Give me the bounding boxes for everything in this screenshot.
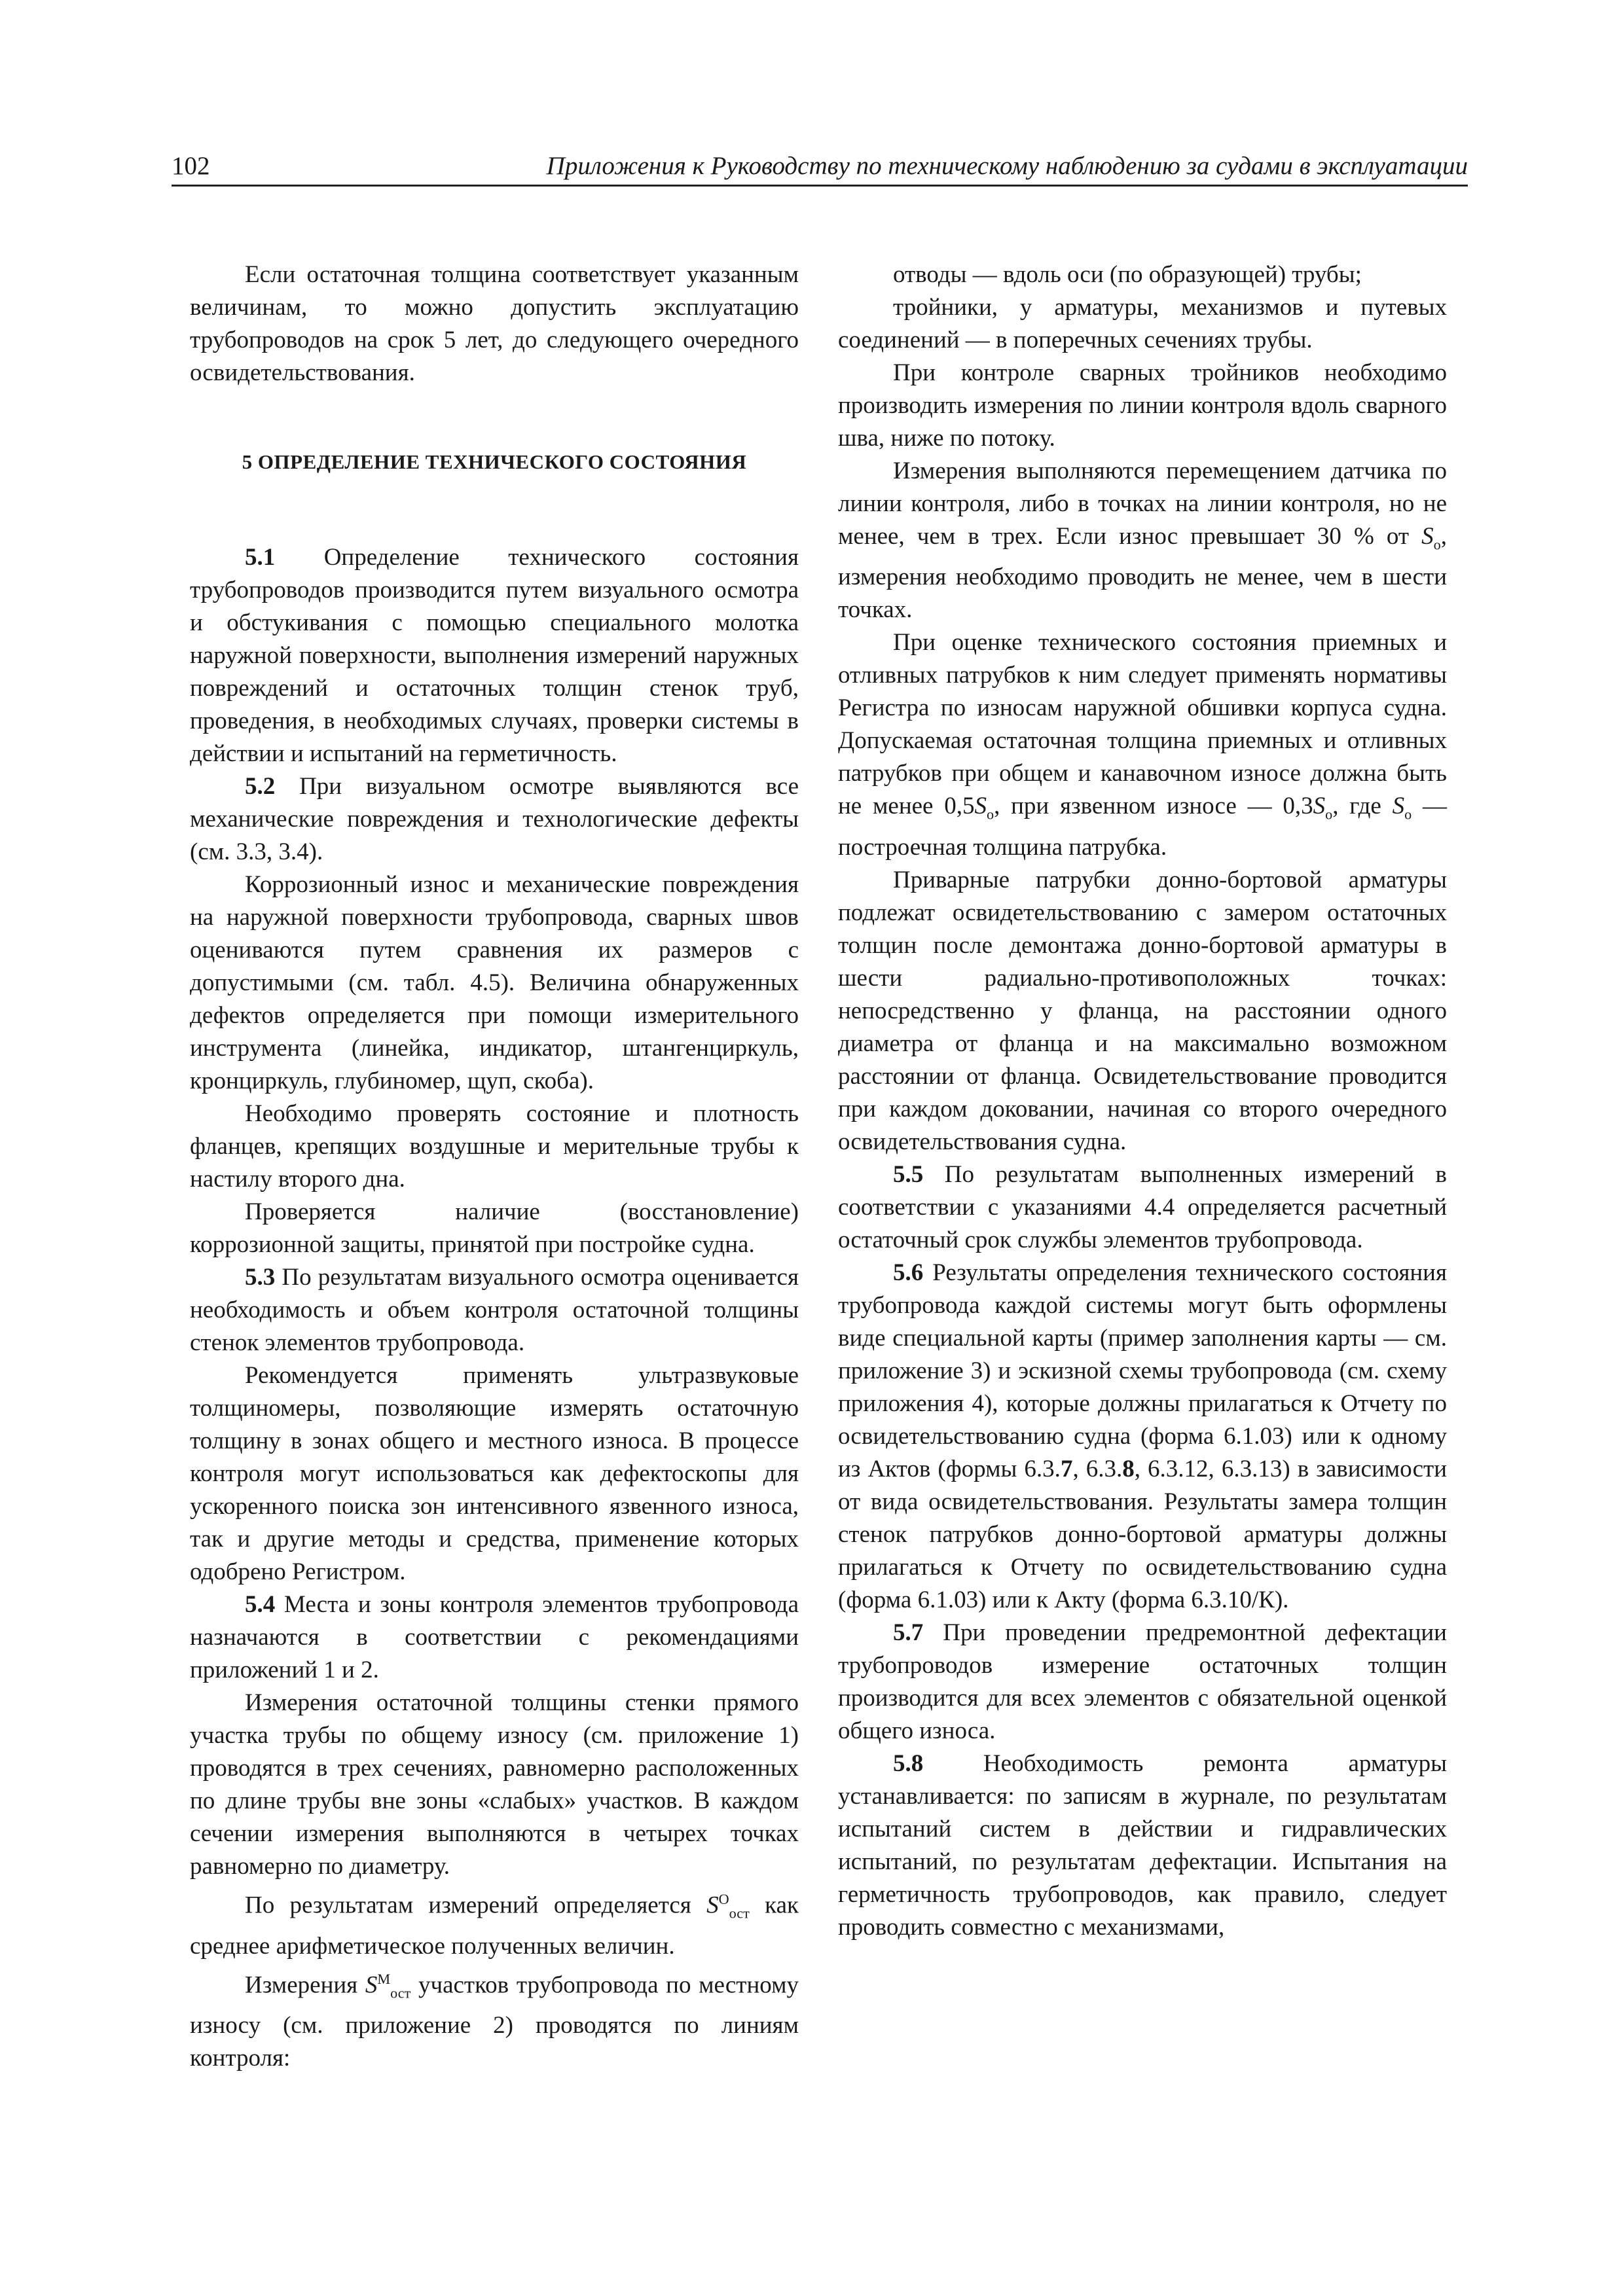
paragraph-sensor: Измерения выполняются перемещением датчика по линии контроля, либо в точках на линии контроля, но не менее, чем в трех. Если износ превышает 30 % от $S_o$, измерения необходимо проводить не менее, чем в шести точках.	[838, 457, 1447, 624]
paragraph-5-2: 5.2 При визуальном осмотре выявляются все механические повреждения и технологические дефекты (см. 3.3, 3.4).	[190, 773, 799, 865]
paragraph-5-6: 5.6 Результаты определения технического состояния трубопровода каждой системы могут быть оформлены виде специальной карты (пример заполнения карты — см. приложение 3) и эскизной схемы трубопровода (см. схему приложения 4), которые должны прилагаться к Отчету по освидетельствованию судна (форма 6.1.03) или к одному из Актов (формы 6.3.7, 6.3.8, 6.3.12, 6.3.13) в зависимости от вида освидетельствования. Результаты замера толщин стенок патрубков донно-бортовой арматуры должны прилагаться к Отчету по освидетельствованию судна (форма 6.1.03) или к Акту (форма 6.3.10/К).	[838, 1259, 1447, 1613]
page-number: 102	[172, 152, 210, 180]
paragraph-local-wear: Измерения $S^M_{ост}$ участков трубопровода по местному износу (см. приложение 2) проводятся по линиям контроля:	[190, 1970, 799, 2072]
running-title: Приложения к Руководству по техническому наблюдению за судами в эксплуатации	[546, 152, 1468, 180]
paragraph-5-3: 5.3 По результатам визуального осмотра оценивается необходимость и объем контроля остаточной толщины стенок элементов трубопровода.	[190, 1264, 799, 1356]
paragraph-5-5: 5.5 По результатам выполненных измерений в соответствии с указаниями 4.4 определяется расчетный остаточный срок службы элементов трубопровода.	[838, 1160, 1447, 1253]
paragraph-5-8: 5.8 Необходимость ремонта арматуры устанавливается: по записям в журнале, по результатам испытаний систем в действии и гидравлических испытаний, по результатам дефектации. Испытания на герметичность трубопроводов, как правило, следует проводить совместно с механизмами,	[838, 1749, 1447, 1941]
left-column	[190, 259, 799, 2075]
paragraph-tees: тройники, у арматуры, механизмов и путевых соединений — в поперечных сечениях трубы.	[838, 294, 1447, 353]
section-heading: 5 ОПРЕДЕЛЕНИЕ ТЕХНИЧЕСКОГО СОСТОЯНИЯ	[242, 450, 747, 473]
paragraph-bends: отводы — вдоль оси (по образующей) трубы;	[893, 261, 1362, 288]
paragraph-nozzles: При оценке технического состояния приемных и отливных патрубков к ним следует применять нормативы Регистра по износам наружной обшивки корпуса судна. Допускаемая остаточная толщина приемных и отливных патрубков при общем и канавочном износе должна быть не менее $0,5S_o$, при язвенном износе — $0,3S_o$, где $S_o$ — построечная толщина патрубка.	[838, 629, 1447, 861]
paragraph-average: По результатам измерений определяется $S^O_{ост}$ как среднее арифметическое полученных величин.	[190, 1891, 799, 1960]
paragraph-5-1: 5.1 Определение технического состояния трубопроводов производится путем визуального осмотра и обстукивания с помощью специального молотка наружной поверхности, выполнения измерений наружных повреждений и остаточных толщин стенок труб, проведения, в необходимых случаях, проверки системы в действии и испытаний на герметичность.	[190, 544, 799, 767]
paragraph-ultrasonic: Рекомендуется применять ультразвуковые толщиномеры, позволяющие измерять остаточную толщину в зонах общего и местного износа. В процессе контроля могут использоваться как дефектоскопы для ускоренного поиска зон интенсивного язвенного износа, так и другие методы и средства, применение которых одобрено Регистром.	[190, 1362, 799, 1585]
right-column	[838, 259, 1447, 1944]
paragraph-weld-on-nozzles: Приварные патрубки донно-бортовой арматуры подлежат освидетельствованию с замером остаточных толщин после демонтажа донно-бортовой арматуры в шести радиально-противоположных точках: непосредственно у фланца, на расстоянии одного диаметра от фланца и на максимально возможном расстоянии от фланца. Освидетельствование проводится при каждом доковании, начиная со второго очередного освидетельствования судна.	[838, 866, 1447, 1155]
paragraph-straight-section: Измерения остаточной толщины стенки прямого участка трубы по общему износу (см. приложение 1) проводятся в трех сечениях, равномерно расположенных по длине трубы вне зоны «слабых» участков. В каждом сечении измерения выполняются в четырех точках равномерно по диаметру.	[190, 1689, 799, 1880]
paragraph-welded-tees: При контроле сварных тройников необходимо производить измерения по линии контроля вдоль сварного шва, ниже по потоку.	[838, 359, 1447, 452]
paragraph-corrosion: Коррозионный износ и механические повреждения на наружной поверхности трубопровода, сварных швов оцениваются путем сравнения их размеров с допустимыми (см. табл. 4.5). Величина обнаруженных дефектов определяется при помощи измерительного инструмента (линейка, индикатор, штангенциркуль, кронциркуль, глубиномер, щуп, скоба).	[190, 871, 799, 1094]
paragraph-protection: Проверяется наличие (восстановление) коррозионной защиты, принятой при постройке судна.	[190, 1198, 799, 1258]
paragraph-5-7: 5.7 При проведении предремонтной дефектации трубопроводов измерение остаточных толщин производится для всех элементов с обязательной оценкой общего износа.	[838, 1619, 1447, 1744]
page-header	[172, 145, 1468, 187]
paragraph-flanges: Необходимо проверять состояние и плотность фланцев, крепящих воздушные и мерительные трубы к настилу второго дна.	[190, 1100, 799, 1193]
paragraph-5-4: 5.4 Места и зоны контроля элементов трубопровода назначаются в соответствии с рекомендациями приложений 1 и 2.	[190, 1591, 799, 1683]
paragraph-intro: Если остаточная толщина соответствует указанным величинам, то можно допустить эксплуатацию трубопроводов на срок 5 лет, до следующего очередного освидетельствования.	[190, 261, 799, 386]
